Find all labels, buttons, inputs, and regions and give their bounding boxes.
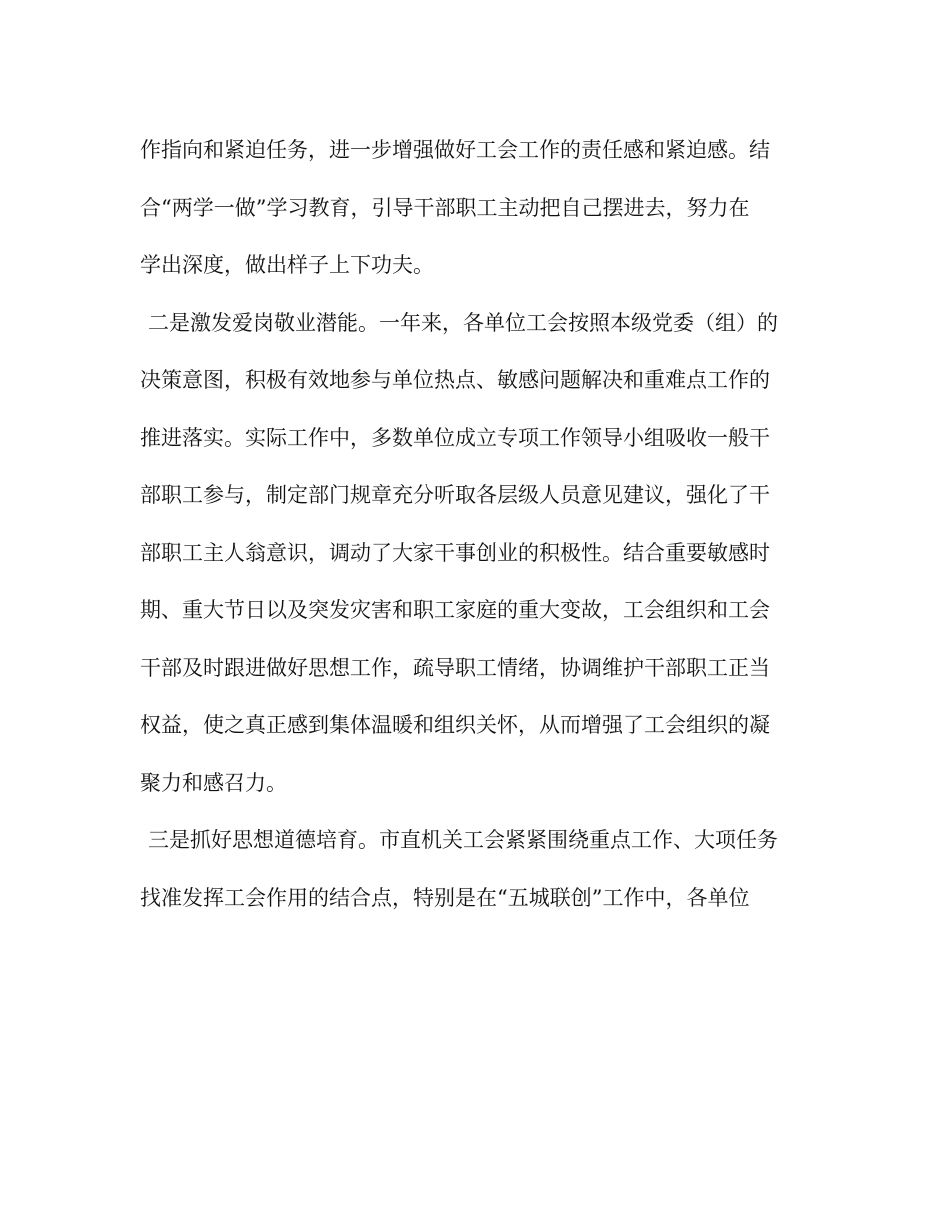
text-line: 学出深度，做出样子上下功夫。: [140, 253, 434, 277]
text-line: 部职工参与，制定部门规章充分听取各层级人员意见建议，强化了干: [140, 483, 770, 507]
text-line: 合“两学一做”学习教育，引导干部职工主动把自己摆进去，努力在: [140, 195, 750, 220]
paragraph-start-line: 三是抓好思想道德培育。市直机关工会紧紧围绕重点工作、大项任务: [148, 828, 778, 852]
text-line: 聚力和感召力。: [140, 770, 287, 795]
paragraph-start-line: 二是激发爱岗敬业潜能。一年来，各单位工会按照本级党委（组）的: [148, 310, 778, 335]
text-line: 权益，使之真正感到集体温暖和组织关怀，从而增强了工会组织的凝: [140, 713, 770, 737]
text-line: 部职工主人翁意识，调动了大家干事创业的积极性。结合重要敏感时: [140, 540, 770, 565]
body-text: [140, 122, 810, 927]
text-line: 决策意图，积极有效地参与单位热点、敏感问题解决和重难点工作的: [140, 368, 770, 392]
text-line: 干部及时跟进做好思想工作，疏导职工情绪，协调维护干部职工正当: [140, 655, 770, 680]
text-line: 推进落实。实际工作中，多数单位成立专项工作领导小组吸收一般干: [140, 425, 770, 450]
text-line: 找准发挥工会作用的结合点，特别是在“五城联创”工作中，各单位: [140, 885, 750, 910]
text-line: 期、重大节日以及突发灾害和职工家庭的重大变故，工会组织和工会: [140, 598, 770, 622]
text-line: 作指向和紧迫任务，进一步增强做好工会工作的责任感和紧迫感。结: [140, 138, 770, 162]
